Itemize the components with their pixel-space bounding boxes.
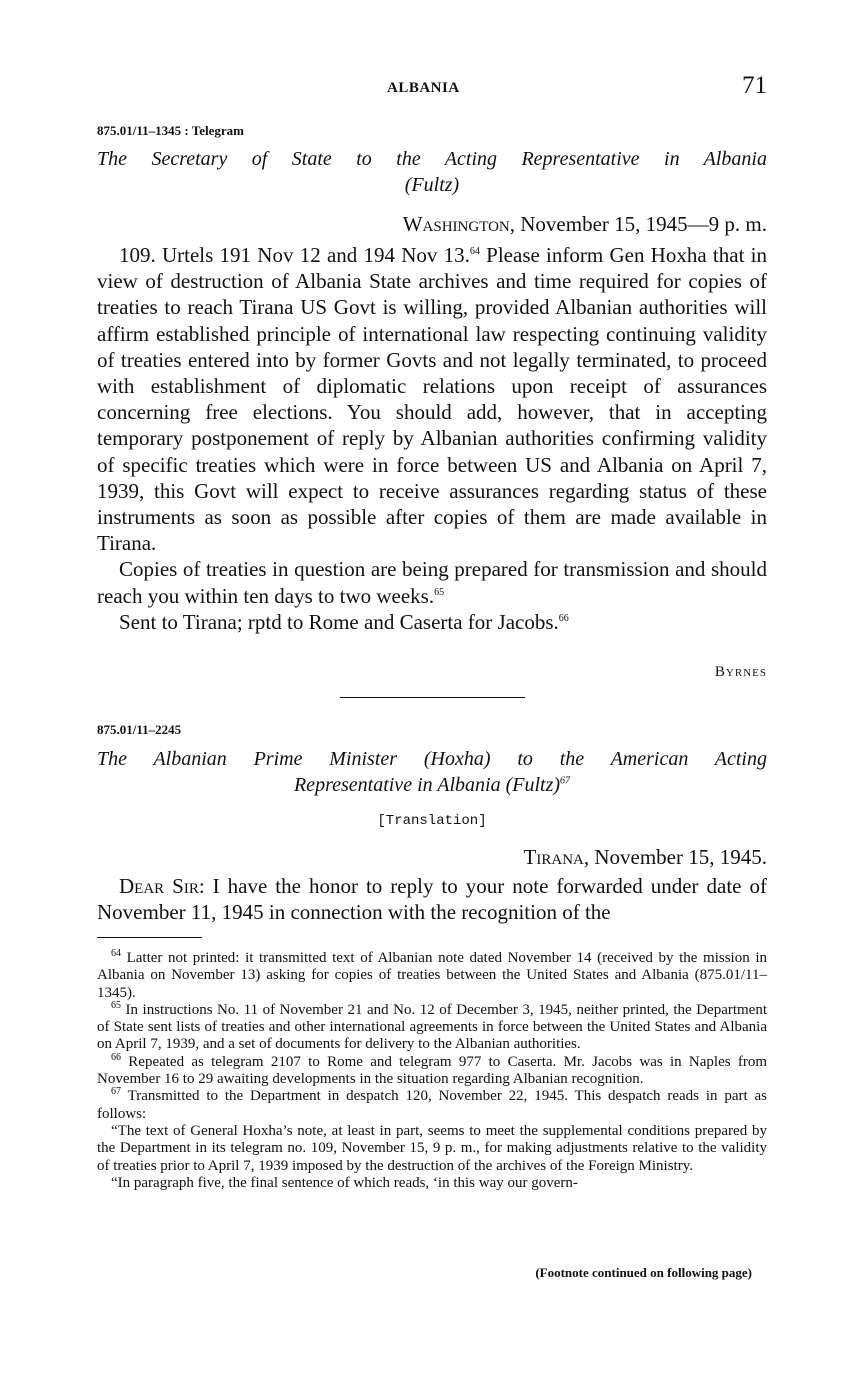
section-divider (340, 697, 525, 698)
title-line: The Secretary of State to the Acting Representative in Albania (97, 148, 767, 170)
paragraph: Copies of treaties in question are being prepared for transmission and should reach you within ten days to two weeks.$^{65}$ (97, 557, 767, 608)
footnote-ref: 67 (560, 775, 571, 787)
footnote-divider (97, 937, 202, 938)
footnote: $^{67}$ Transmitted to the Department in despatch 120, November 22, 1945. This despatch reads in part as follows: (97, 1086, 767, 1122)
dateline-place: Tirana (523, 845, 584, 869)
file-id: 875.01/11–2245 (97, 722, 182, 737)
dateline-place: Washington (402, 212, 510, 236)
footnote-number: 64 (111, 948, 121, 959)
dateline-date: , November 15, 1945. (583, 845, 767, 869)
footnote: $^{66}$ Repeated as telegram 2107 to Rome and telegram 977 to Caserta. Mr. Jacobs was in Naples from November 16 to 29 awaiting developments in the situation regarding Albanian recognition. (97, 1051, 768, 1088)
dateline-date: , November 15, 1945—9 p. m. (509, 212, 767, 236)
footnote-continued: (Footnote continued on following page) (535, 1265, 752, 1280)
page-number: 71 (742, 72, 767, 99)
footnote-number: 65 (111, 999, 121, 1011)
footnote-ref: 66 (558, 612, 569, 624)
running-head: ALBANIA (387, 80, 460, 96)
signature: Byrnes (714, 664, 767, 680)
title-line: Representative in Albania (Fultz) (293, 774, 561, 796)
footnote-quote: “The text of General Hoxha’s note, at least in part, seems to meet the supplemental conditions prepared by the Department in its telegram no. 109, November 15, 9 p. m., for making adjustments relative to the validity of treaties prior to April 7, 1939 imposed by the destruction of the archives of the Foreign Ministry. (97, 1122, 767, 1174)
footnote-number: 67 (111, 1086, 121, 1098)
footnote-quote: “In paragraph five, the final sentence of which reads, ‘in this way our govern- (111, 1174, 578, 1191)
document-body (97, 873, 767, 925)
salutation: Dear Sir (119, 874, 199, 898)
document-body (97, 242, 767, 635)
paragraph: 109. Urtels 191 Nov 12 and 194 Nov 13.64 Please inform Gen Hoxha that in view of destruction of Albania State archives and time required for copies of treaties to reach Tirana US Govt is willing, provided Albanian authorities will affirm established principle of international law respecting continuing validity of treaties entered into by former Govts and not legally terminated, to proceed with establishment of diplomatic relations upon receipt of assurances concerning free elections. You should add, however, that in accepting temporary postponement of reply by Albanian authorities confirming validity of specific treaties which were in force between US and Albania on April 7, 1939, this Govt will expect to receive assurances regarding status of these instruments as soon as possible after copies of them are made available in Tirana. (97, 243, 767, 556)
footnote-number: 66 (111, 1051, 121, 1063)
document-title (97, 146, 767, 198)
footnotes (97, 950, 767, 1192)
dateline (403, 212, 767, 237)
dateline (524, 845, 767, 870)
document-title (97, 746, 767, 798)
file-id: 875.01/11–1345 : Telegram (97, 123, 244, 138)
paragraph: Dear Sir: I have the honor to reply to your note forwarded under date of November 11, 1945 in connection with the recognition of the (97, 874, 767, 925)
title-line: The Albanian Prime Minister (Hoxha) to the American Acting (97, 748, 767, 770)
footnote: $^{65}$ In instructions No. 11 of November 21 and No. 12 of December 3, 1945, neither printed, the Department of State sent lists of treaties and other international agreements in force between the United States and Albania on April 7, 1939, and a set of documents for delivery to the Albanian authorities. (97, 999, 768, 1053)
footnote: $^{64}$ Latter not printed: it transmitted text of Albanian note dated November 14 (received by the mission in Albania on November 13) asking for copies of treaties between the United States and Albania (875.01/11–1345). (97, 948, 768, 1001)
title-line: (Fultz) (404, 174, 460, 196)
translation-note: [Translation] (377, 813, 487, 829)
footnote-ref: 65 (434, 586, 445, 598)
footnote-ref: 64 (469, 246, 480, 257)
paragraph: Sent to Tirana; rptd to Rome and Caserta for Jacobs.$^{66}$ (119, 609, 569, 634)
